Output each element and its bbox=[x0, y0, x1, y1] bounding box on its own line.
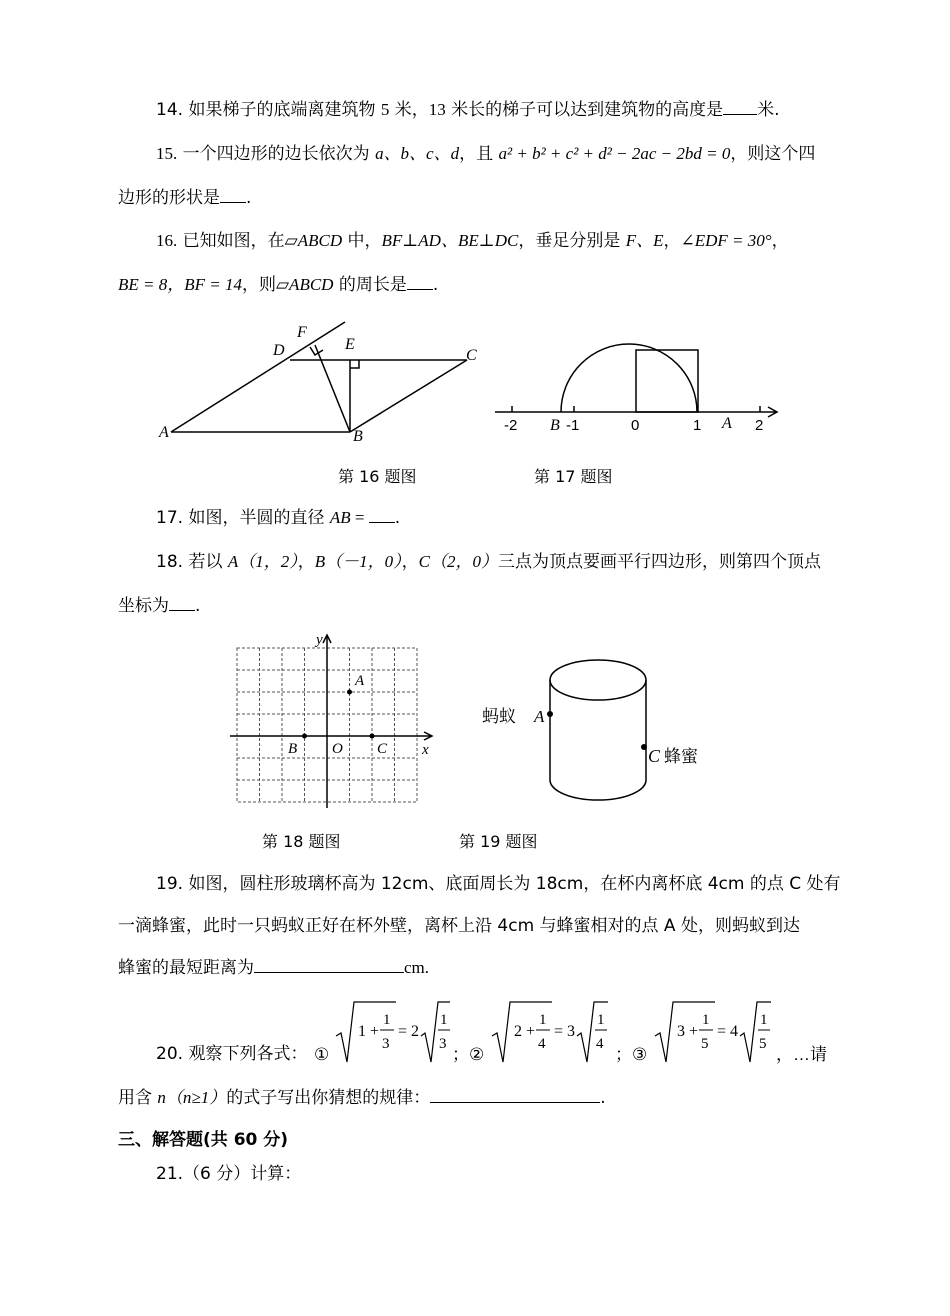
figure-16-caption: 第 16 题图 bbox=[338, 467, 417, 486]
q16-text-c: ，垂足分别是 bbox=[518, 231, 626, 251]
q16-parallelogram-2: ▱ABCD bbox=[275, 275, 334, 294]
tick-label-0: 0 bbox=[631, 417, 640, 434]
question-17 bbox=[156, 506, 400, 530]
q16-number: 16. bbox=[156, 231, 178, 250]
svg-text:1: 1 bbox=[383, 1012, 391, 1028]
q17-equals: = bbox=[350, 508, 369, 527]
q16-feet: F、E bbox=[625, 231, 664, 250]
q20-formula-3 bbox=[655, 1002, 771, 1062]
svg-text:2 +: 2 + bbox=[514, 1023, 536, 1040]
q16-condition: BF⊥AD、BE⊥DC bbox=[381, 231, 519, 250]
question-19-line2: 一滴蜂蜜，此时一只蚂蚁正好在杯外壁，离杯上沿 4cm 与蜂蜜相对的点 A 处，则蚂蚁到达 bbox=[118, 916, 800, 936]
question-15 bbox=[156, 142, 815, 166]
q18-point-c: C（2，0） bbox=[418, 552, 498, 571]
q14-text-c: 米长的梯子可以达到建筑物的高度是 bbox=[445, 100, 724, 120]
question-20-label bbox=[156, 1042, 307, 1066]
svg-text:3: 3 bbox=[382, 1036, 390, 1052]
svg-text:1: 1 bbox=[597, 1012, 605, 1028]
q19-answer-blank[interactable] bbox=[254, 956, 404, 973]
q14-text-d: 米. bbox=[757, 100, 780, 120]
q15-number: 15. bbox=[156, 144, 178, 163]
svg-text:4: 4 bbox=[596, 1036, 604, 1052]
q18-text-b: 三点为顶点要画平行四边形，则第四个顶点 bbox=[497, 552, 821, 572]
q18-sep2: ， bbox=[401, 552, 419, 572]
q15-answer-blank[interactable] bbox=[220, 186, 246, 203]
q16-text-b: 中， bbox=[342, 231, 382, 251]
q16-angle: ∠EDF = 30° bbox=[680, 231, 772, 250]
label-x: x bbox=[422, 742, 429, 758]
q16-line2-b: ，则 bbox=[241, 275, 276, 295]
label-a: A bbox=[534, 707, 545, 726]
question-21: 21.（6 分）计算： bbox=[156, 1164, 302, 1184]
q20-marker-1: ① bbox=[314, 1045, 330, 1064]
q15-line2-text: 边形的形状是 bbox=[118, 188, 220, 208]
figure-19 bbox=[478, 652, 718, 807]
q20-marker-3: ；③ bbox=[615, 1045, 648, 1064]
question-19-line1: 19. 如图，圆柱形玻璃杯高为 12cm、底面周长为 18cm，在杯内离杯底 4cm 的点 C 处有 bbox=[156, 874, 841, 894]
unit-square bbox=[636, 350, 698, 412]
label-b: B bbox=[550, 417, 560, 434]
q17-text-a: 17. 如图，半圆的直径 bbox=[156, 508, 330, 528]
segment-bf bbox=[315, 345, 350, 432]
svg-text:5: 5 bbox=[759, 1036, 767, 1052]
q14-text: 14. 如果梯子的底端离建筑物 bbox=[156, 100, 381, 120]
q15-text-c: ，则这个四 bbox=[730, 144, 816, 164]
label-d: D bbox=[273, 342, 285, 359]
q16-text-e: ， bbox=[771, 231, 789, 251]
figure-18 bbox=[228, 630, 438, 808]
q20-variable: n（n≥1） bbox=[157, 1088, 227, 1107]
q17-answer-blank[interactable] bbox=[369, 506, 395, 523]
label-e: E bbox=[345, 336, 355, 353]
question-18-line2 bbox=[118, 594, 200, 618]
q15-line2-end: . bbox=[246, 188, 252, 208]
cylinder-bottom bbox=[550, 780, 646, 800]
q20-marker-2: ；② bbox=[452, 1045, 485, 1064]
svg-text:= 3: = 3 bbox=[554, 1023, 576, 1040]
q18-sep1: ， bbox=[297, 552, 315, 572]
svg-text:1: 1 bbox=[440, 1012, 448, 1028]
line-ad-extended bbox=[171, 322, 345, 432]
label-b: B bbox=[288, 741, 298, 757]
q18-point-a: A（1，2） bbox=[227, 552, 298, 571]
label-c: C bbox=[377, 741, 388, 757]
q20-line2-b: 的式子写出你猜想的规律： bbox=[226, 1088, 431, 1108]
q16-answer-blank[interactable] bbox=[407, 273, 433, 290]
figure-18-caption: 第 18 题图 bbox=[262, 832, 341, 851]
q20-formula-2 bbox=[492, 1002, 608, 1062]
q18-line2-text: 坐标为 bbox=[118, 596, 169, 616]
figure-16 bbox=[155, 315, 490, 450]
q20-line2-a: 用含 bbox=[118, 1088, 158, 1108]
q16-values: BE = 8，BF = 14 bbox=[118, 275, 242, 294]
q15-text-a: 一个四边形的边长依次为 bbox=[177, 144, 376, 164]
point-a bbox=[347, 690, 352, 695]
point-a bbox=[547, 711, 553, 717]
question-16-line2 bbox=[118, 273, 438, 297]
svg-text:3 +: 3 + bbox=[677, 1023, 699, 1040]
point-c bbox=[370, 734, 375, 739]
q18-text-a: 18. 若以 bbox=[156, 552, 228, 572]
svg-text:= 2: = 2 bbox=[398, 1023, 420, 1040]
label-ant: 蚂蚁 bbox=[482, 707, 516, 726]
label-o: O bbox=[332, 741, 343, 757]
tick-label-minus-1: -1 bbox=[566, 417, 580, 434]
label-b: B bbox=[353, 428, 363, 445]
question-20-line2 bbox=[118, 1086, 606, 1110]
question-15-line2 bbox=[118, 186, 251, 210]
figure-19-caption: 第 19 题图 bbox=[459, 832, 538, 851]
q18-line2-end: . bbox=[195, 596, 201, 616]
q20-answer-blank[interactable] bbox=[430, 1086, 600, 1103]
question-19-line3 bbox=[118, 956, 429, 980]
tick-label-minus-2: -2 bbox=[504, 417, 518, 434]
q16-text-a: 已知如图，在 bbox=[177, 231, 285, 251]
tick-label-2: 2 bbox=[755, 417, 764, 434]
section-3-heading: 三、解答题(共 60 分) bbox=[118, 1130, 289, 1150]
q19-line3-text: 蜂蜜的最短距离为 bbox=[118, 958, 254, 978]
figure-17-caption: 第 17 题图 bbox=[534, 467, 613, 486]
tick-label-1: 1 bbox=[693, 417, 702, 434]
q17-expr: AB bbox=[329, 508, 351, 527]
q20-text-a: 20. 观察下列各式： bbox=[156, 1044, 308, 1064]
point-c bbox=[641, 744, 647, 750]
q14-num2: 13 bbox=[428, 100, 446, 119]
label-a: A bbox=[355, 673, 365, 689]
svg-text:1 +: 1 + bbox=[358, 1023, 380, 1040]
right-angle-e bbox=[350, 360, 359, 368]
q16-line2-end: . bbox=[432, 275, 439, 295]
q20-text-end: ，…请 bbox=[776, 1045, 827, 1064]
q20-formulas bbox=[312, 996, 832, 1068]
q20-formula-1 bbox=[336, 1002, 450, 1062]
svg-text:= 4: = 4 bbox=[717, 1023, 739, 1040]
question-14 bbox=[156, 98, 780, 122]
svg-text:1: 1 bbox=[760, 1012, 768, 1028]
q17-end: . bbox=[394, 508, 401, 528]
cylinder-top bbox=[550, 660, 646, 700]
q16-line2-c: 的周长是 bbox=[333, 275, 407, 295]
question-16 bbox=[156, 229, 789, 253]
q15-vars: a、b、c、d bbox=[375, 144, 460, 163]
svg-text:1: 1 bbox=[702, 1012, 710, 1028]
svg-text:1: 1 bbox=[539, 1012, 547, 1028]
q20-line2-end: . bbox=[600, 1088, 606, 1108]
question-18 bbox=[156, 550, 821, 574]
semicircle bbox=[561, 344, 697, 412]
q15-text-b: ，且 bbox=[459, 144, 499, 164]
q16-parallelogram: ▱ABCD bbox=[284, 231, 343, 250]
svg-text:3: 3 bbox=[439, 1036, 447, 1052]
q19-line3-end: cm. bbox=[404, 958, 430, 977]
q14-num1: 5 bbox=[380, 100, 390, 119]
q14-text-b: 米， bbox=[389, 100, 429, 120]
label-y: y bbox=[316, 632, 323, 648]
segment-bc bbox=[350, 360, 467, 432]
q15-equation: a² + b² + c² + d² − 2ac − 2bd = 0 bbox=[498, 144, 731, 163]
q16-text-d: ， bbox=[663, 231, 681, 251]
label-a: A bbox=[722, 415, 732, 432]
label-f: F bbox=[297, 324, 307, 341]
label-a: A bbox=[159, 424, 169, 441]
q18-point-b: B（－1，0） bbox=[314, 552, 402, 571]
q14-answer-blank[interactable] bbox=[723, 98, 757, 115]
figure-17 bbox=[490, 318, 785, 438]
svg-text:5: 5 bbox=[701, 1036, 709, 1052]
point-b bbox=[302, 734, 307, 739]
label-honey: 蜂蜜 bbox=[664, 747, 698, 766]
q18-answer-blank[interactable] bbox=[169, 594, 195, 611]
svg-text:4: 4 bbox=[538, 1036, 546, 1052]
label-c: C bbox=[648, 746, 661, 766]
label-c: C bbox=[466, 347, 477, 364]
